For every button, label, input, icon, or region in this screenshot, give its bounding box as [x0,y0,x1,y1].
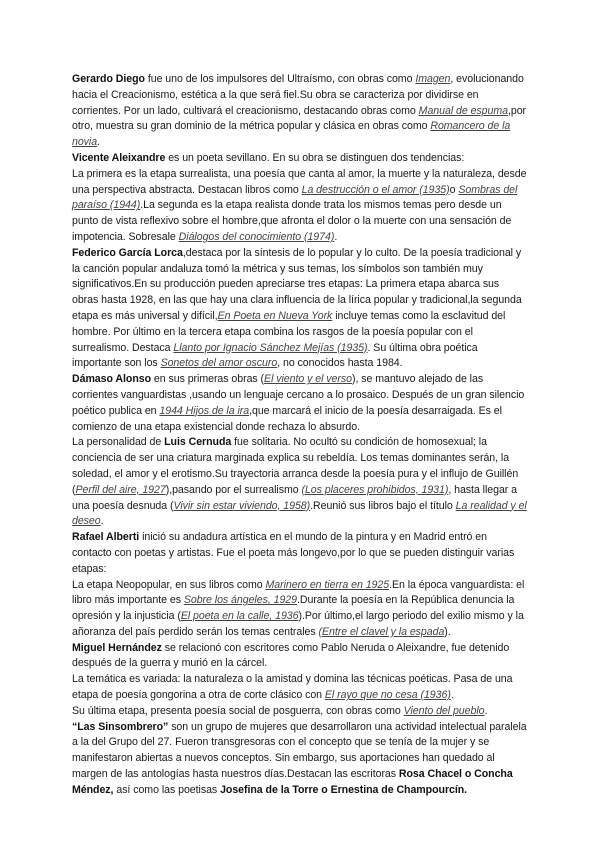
work-title: (Los placeres prohibidos, 1931) [301,483,449,496]
text-run: . [450,689,454,702]
work-title: La realidad y el deseo [72,499,527,528]
work-title: Romancero de la novia [72,120,511,149]
paragraph [72,578,528,641]
document-body [72,72,528,799]
text-run: , no conocidos hasta 1984. [277,357,403,370]
text-run: en sus primeras obras ( [151,373,265,386]
paragraph [72,720,528,799]
work-title: Marinero en tierra en 1925 [265,578,390,591]
text-run: La primera es la etapa surrealista, una poesía que canta al amor, la muerte y la naturaleza, desde una perspectiva abstracta. Destacan libros como [72,167,527,196]
bold-name: Gerardo Diego [72,73,145,85]
text-run: incluye temas como la esclavitud del hombre. Por último en la tercera etapa combina los rasgos de la poesía popular con el surrealismo. Destaca [72,309,506,354]
text-run: inició su andadura artística en el mundo de la pintura y en Madrid entró en contacto con poetas y artistas. Fue el poeta más longevo,por lo que se pueden distinguir varias etapas: [72,531,515,575]
paragraph [72,704,528,720]
text-run: ). [444,625,451,638]
text-run: fue uno de los impulsores del Ultraísmo, con obras como [144,73,416,85]
work-title: Viento del pueblo [403,704,485,717]
text-run: .Reunió sus libros bajo el título [310,499,456,512]
paragraph [72,530,528,577]
work-title: El poeta en la calle, 1936 [180,610,299,623]
work-title: En Poeta en Nueva York [217,309,333,322]
work-title: Perfil del aire, 1927 [75,483,166,496]
text-run: son un grupo de mujeres que desarrollaron una actividad intelectual paralela a la del Grupo del 27. Fueron transgresoras con el concepto que se tenía de la mujer y se manifestaron abiertas a nuevos conceptos. Sin embargo, sus aportaciones han quedado al margen de las antologías hasta nuestros días.Destacan las escritoras [72,720,527,781]
paragraph [72,372,528,435]
bold-name: Miguel Hernández [72,641,162,654]
text-run: . Su última obra poética importante son los [72,341,478,370]
work-title: Diálogos del conocimiento (1974) [178,230,335,243]
text-run: .La segunda es la etapa realista donde trata los mismos temas pero desde un punto de vista reflexivo sobre el hombre,que afronta el dolor o la muerte con una sensación de impotencia. Sobresale [72,199,512,243]
text-run: o [449,183,459,196]
text-run: ).Por último,el largo periodo del exilio mismo y la añoranza del país perdido serán los temas centrales [72,610,524,638]
paragraph [72,672,528,704]
text-run: La personalidad de [72,436,165,449]
work-title: La destrucción o el amor (1935) [301,183,450,196]
text-run: .En la época vanguardista: el libro más importante es [72,578,525,607]
bold-name: Vicente Aleixandre [72,151,166,164]
text-run: . [97,136,100,149]
bold-name: “Las Sinsombrero” [72,720,169,733]
bold-name: Rosa Chacel o Concha Méndez, [72,768,513,796]
text-run: ),pasando por el surrealismo [165,483,302,496]
text-run: ,destaca por la síntesis de lo popular y lo culto. De la poesía tradicional y la canción popular andaluza tomó la métrica y sus temas, los símbolos son también muy significativos.En su producción pueden apreciarse tres etapas: La primera etapa abarca sus obras hasta 1928, en las que hay una clara influencia de la lírica popular y tradicional,la segunda etapa es más universal y difícil, [72,246,522,322]
text-run: es un poeta sevillano. En su obra se distinguen dos tendencias: [165,151,465,164]
text-run: ), se mantuvo alejado de las corrientes vanguardistas ,usando un lenguaje cercano a lo prosaico. Después de un gran silencio poético publica en [72,373,525,417]
text-run: así como las poetisas [113,783,221,796]
work-title: Llanto por Ignacio Sánchez Mejías (1935) [173,341,368,354]
work-title: Sobre los ángeles, 1929 [183,594,297,607]
text-run: . [484,704,488,717]
paragraph [72,167,528,246]
text-run: ,por otro, muestra su gran dominio de la métrica popular y clásica en obras como [72,104,527,133]
work-title: El rayo que no cesa (1936) [324,689,451,702]
paragraph [72,435,528,530]
paragraph [72,151,528,167]
work-title: (Entre el clavel y la espada [318,625,445,638]
text-run: La etapa Neopopular, en sus libros como [72,578,266,591]
bold-name: Federico García Lorca [72,246,183,259]
text-run: , hasta llegar a una poesía desnuda ( [72,483,518,512]
text-run: , evolucionando hacia el Creacionismo, estética a la que será fiel.Su obra se caracteriza por dividirse en corrientes. Por un lado, cultivará el creacionismo, destacando obras como [72,73,524,117]
paragraph [72,72,528,151]
bold-name: Josefina de la Torre o Ernestina de Champourcín. [220,783,468,796]
paragraph [72,246,528,372]
work-title: Imagen [415,73,451,85]
bold-name: Rafael Alberti [72,531,140,544]
text-run: se relacionó con escritores como Pablo Neruda o Aleixandre, fue detenido después de la guerra y murió en la cárcel. [72,641,510,670]
work-title: Sombras del paraíso (1944) [72,183,518,212]
paragraph [72,641,528,673]
work-title: Vivir sin estar viviendo, 1958) [173,499,311,512]
text-run: . [334,230,338,243]
bold-name: Luis Cernuda [164,436,232,449]
text-run: ,que marcará el inicio de la poesía desarraigada. Es el comienzo de una etapa existencial donde rechaza lo absurdo. [72,404,502,433]
text-run: Su última etapa, presenta poesía social de posguerra, con obras como [72,704,404,717]
work-title: Sonetos del amor oscuro [160,357,278,370]
work-title: Manual de espuma [418,104,508,117]
text-run: fue solitaria. No ocultó su condición de homosexual; la conciencia de ser una criatura marginada explica su rebeldía. Los temas dominantes serán, la soledad, el amor y el erotismo.Su trayectoria arranca desde la poesía pura y el influjo de Guillén ( [72,436,519,496]
text-run: .Durante la poesía en la República denuncia la opresión y la injusticia ( [72,594,515,623]
work-title: El viento y el verso [264,373,352,386]
bold-name: Dámaso Alonso [72,373,152,386]
work-title: 1944 Hijos de la ira [159,404,250,417]
text-run: . [100,515,104,528]
text-run: La temática es variada: la naturaleza o la amistad y domina las técnicas poéticas. Pasa de una etapa de poesía gongorina a otra de corte clásico con [72,673,513,702]
